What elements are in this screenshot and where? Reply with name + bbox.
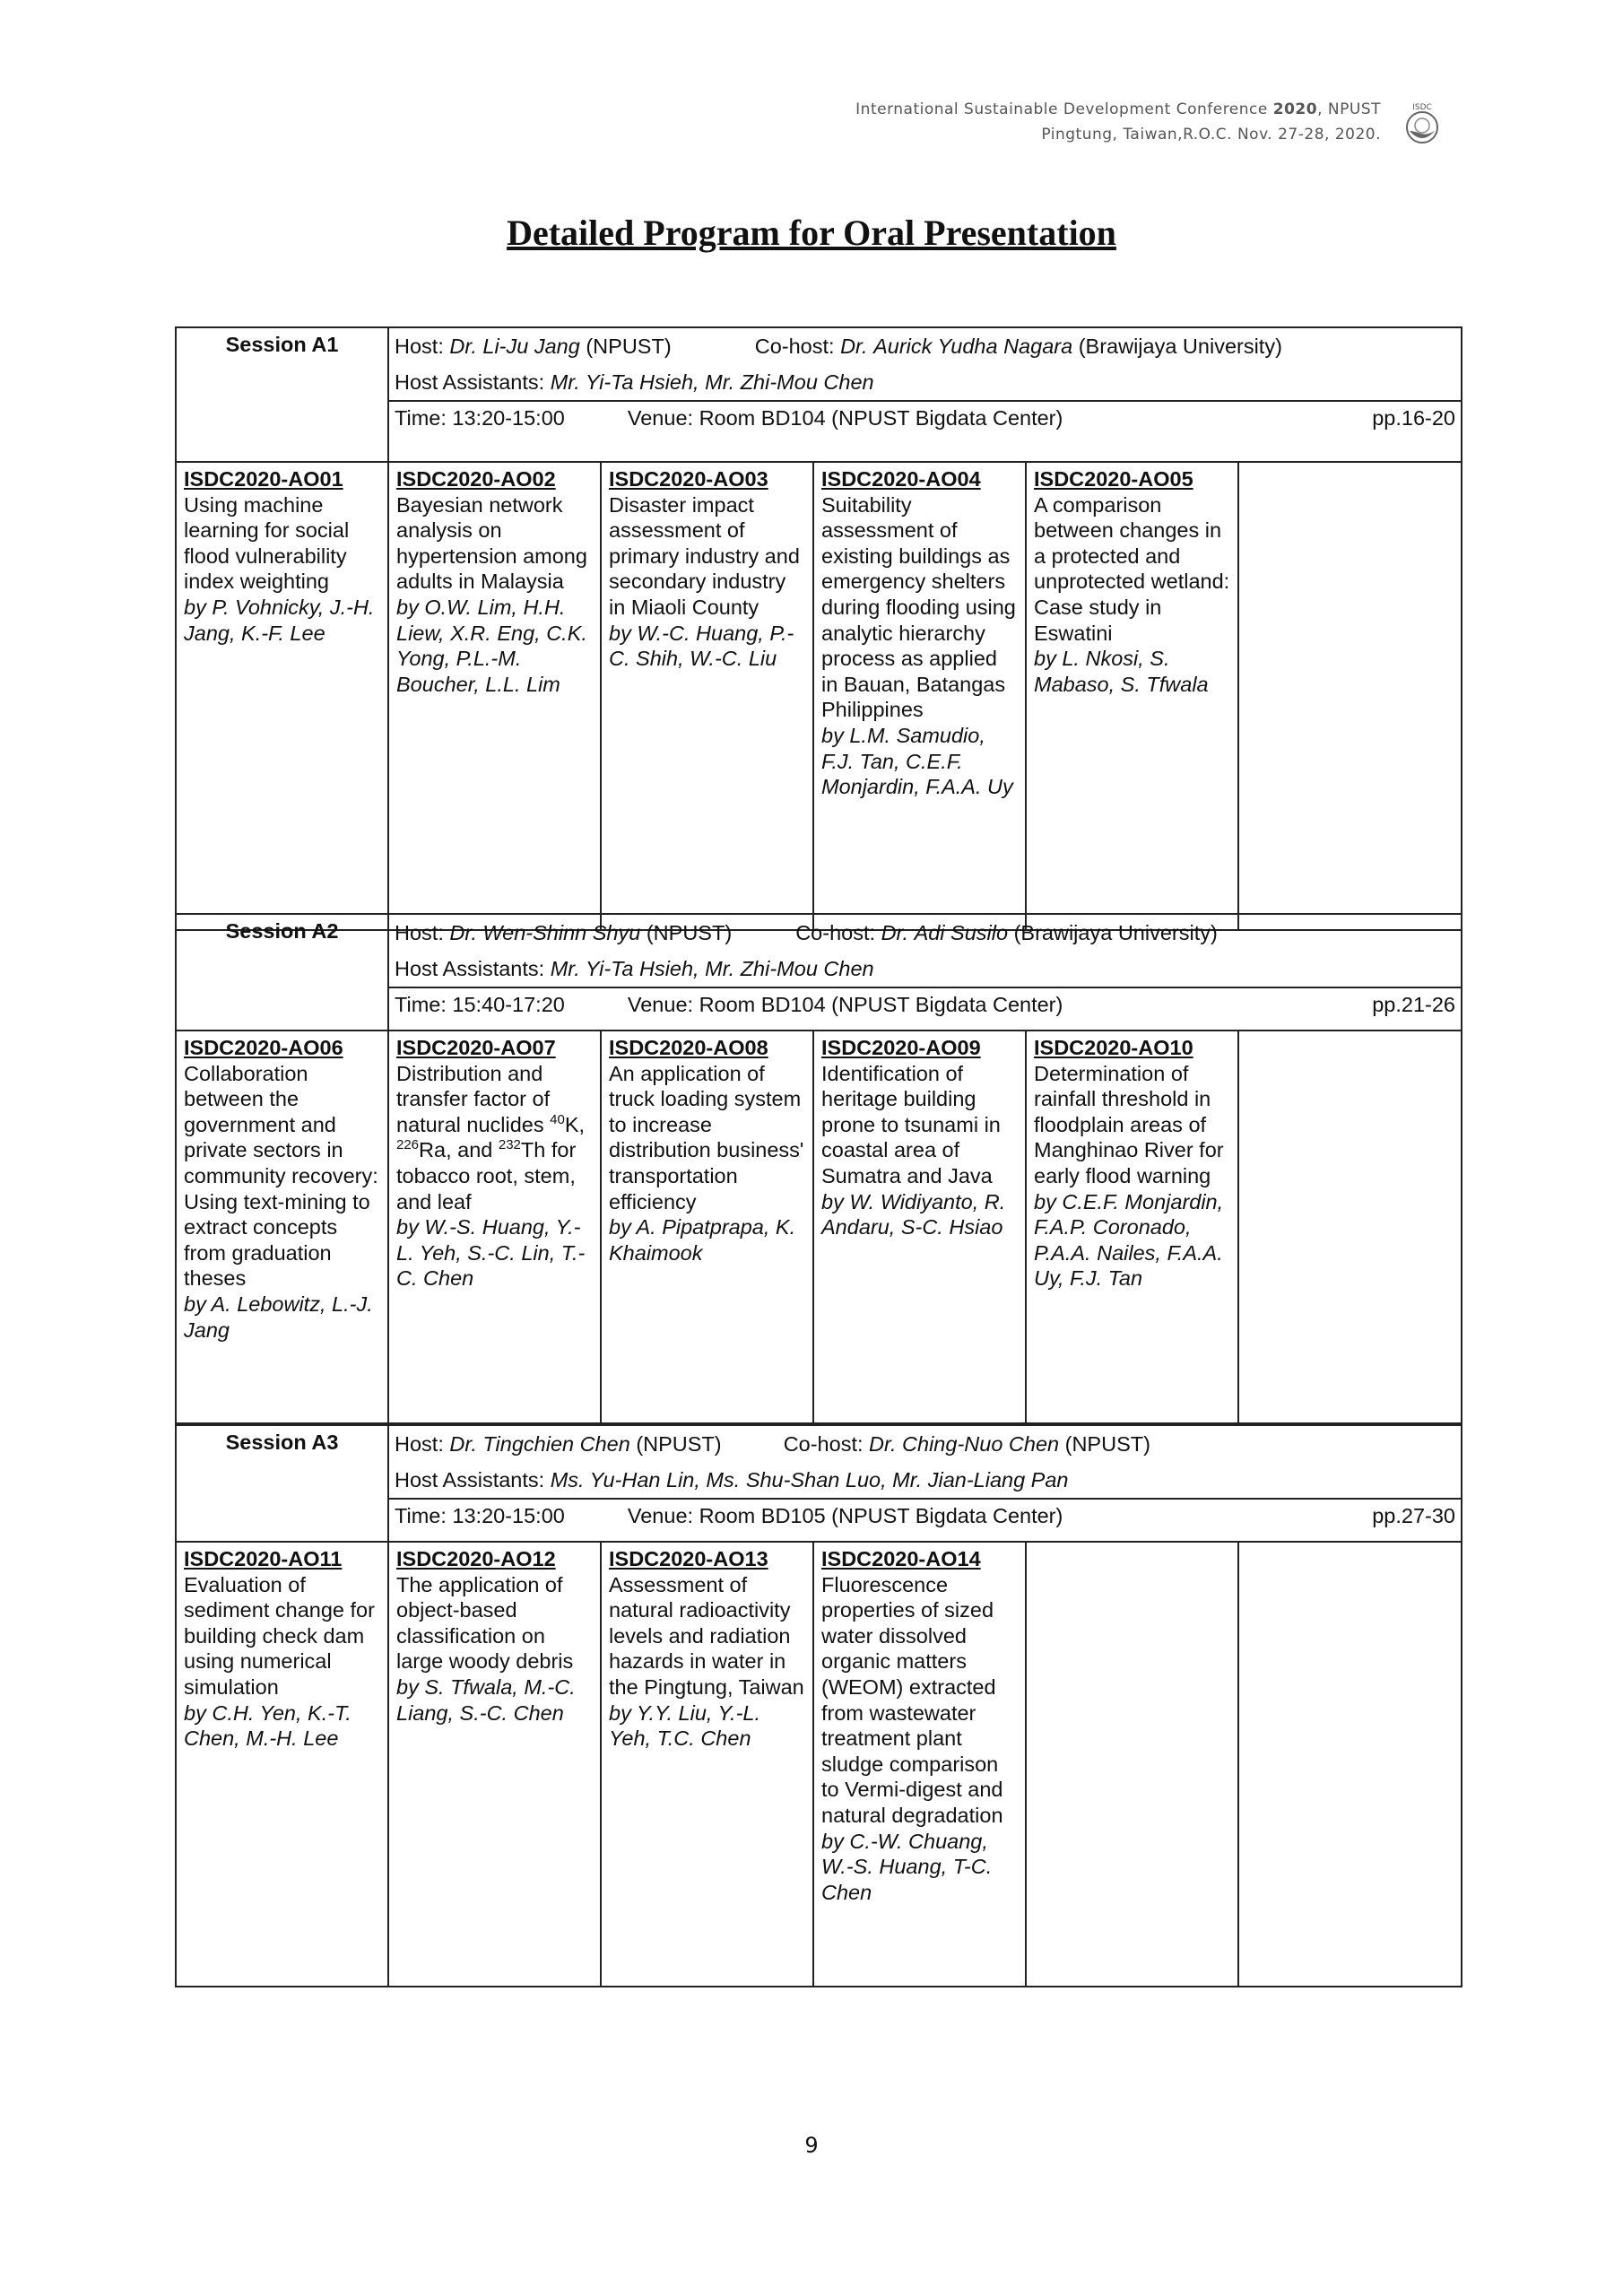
paper-title: A comparison between changes in a protected and unprotected wetland: Case study in Eswatini (1034, 492, 1230, 645)
paper-title: Bayesian network analysis on hypertension among adults in Malaysia (396, 492, 587, 594)
empty-cell (1238, 1031, 1462, 1423)
time-venue-line (389, 402, 1461, 434)
paper-cell (388, 1542, 601, 1987)
paper-title: Evaluation of sediment change for building check dam using numerical simulation (184, 1572, 375, 1699)
session-a3-table (175, 1424, 1462, 1987)
page-title: Detailed Program for Oral Presentation (507, 213, 1116, 253)
session-time: Time: 15:40-17:20 (395, 993, 565, 1016)
paper-title: Suitability assessment of existing buildings as emergency shelters during flooding using analytic hierarchy process as applied in Bauan, Batangas Philippines (821, 492, 1016, 722)
paper-id: ISDC2020-AO04 (821, 467, 981, 491)
svg-text:ISDC: ISDC (1412, 103, 1432, 112)
session-info (388, 1425, 1462, 1542)
paper-id: ISDC2020-AO14 (821, 1547, 981, 1570)
paper-cell (813, 1031, 1026, 1423)
assistants-line: Host Assistants: Mr. Yi-Ta Hsieh, Mr. Zhi-Mou Chen (389, 364, 1461, 402)
page-number: 9 (804, 2133, 819, 2158)
paper-cell (601, 1542, 813, 1987)
paper-authors: by W.-C. Huang, P.-C. Shih, W.-C. Liu (609, 621, 794, 671)
paper-authors: by C.-W. Chuang, W.-S. Huang, T-C. Chen (821, 1829, 993, 1904)
paper-id: ISDC2020-AO10 (1034, 1036, 1193, 1059)
paper-title: Identification of heritage building prone to tsunami in coastal area of Sumatra and Java (821, 1061, 1001, 1187)
paper-authors: by C.E.F. Monjardin, F.A.P. Coronado, P.A.A. Nailes, F.A.A. Uy, F.J. Tan (1034, 1189, 1224, 1291)
session-pages: pp.21-26 (1372, 993, 1456, 1016)
paper-id: ISDC2020-AO06 (184, 1036, 343, 1059)
paper-authors: by W. Widiyanto, R. Andaru, S-C. Hsiao (821, 1189, 1006, 1239)
paper-id: ISDC2020-AO09 (821, 1036, 981, 1059)
paper-title: Fluorescence properties of sized water dissolved organic matters (WEOM) extracted from wastewater treatment plant sludge comparison to Vermi-digest and natural degradation (821, 1572, 1003, 1827)
paper-cell (601, 1031, 813, 1423)
paper-authors: by L. Nkosi, S. Mabaso, S. Tfwala (1034, 647, 1209, 696)
time-venue-line (389, 988, 1461, 1021)
paper-title: Using machine learning for social flood vulnerability index weighting (184, 492, 350, 594)
session-name: Session A3 (176, 1425, 388, 1542)
paper-id: ISDC2020-AO08 (609, 1036, 768, 1059)
paper-title: Assessment of natural radioactivity levels and radiation hazards in water in the Pingtung, Taiwan (609, 1572, 804, 1699)
empty-cell (1238, 462, 1462, 930)
session-name: Session A2 (176, 914, 388, 1031)
isdc-logo-icon (1399, 100, 1445, 147)
assistants-line: Host Assistants: Mr. Yi-Ta Hsieh, Mr. Zhi-Mou Chen (389, 951, 1461, 988)
paper-authors: by A. Pipatprapa, K. Khaimook (609, 1215, 796, 1265)
session-time: Time: 13:20-15:00 (395, 1504, 565, 1527)
paper-authors: by W.-S. Huang, Y.-L. Yeh, S.-C. Lin, T.-C. Chen (396, 1215, 586, 1291)
session-info (388, 327, 1462, 462)
paper-id: ISDC2020-AO13 (609, 1547, 768, 1570)
assistants-line: Host Assistants: Ms. Yu-Han Lin, Ms. Shu-Shan Luo, Mr. Jian-Liang Pan (389, 1462, 1461, 1500)
empty-cell (1026, 1542, 1238, 1987)
paper-authors: by S. Tfwala, M.-C. Liang, S.-C. Chen (396, 1674, 576, 1725)
session-a2-table (175, 913, 1462, 1424)
paper-id: ISDC2020-AO11 (184, 1547, 343, 1570)
paper-authors: by O.W. Lim, H.H. Liew, X.R. Eng, C.K. Yong, P.L.-M. Boucher, L.L. Lim (396, 595, 587, 696)
paper-title: The application of object-based classification on large woody debris (396, 1572, 574, 1674)
paper-id: ISDC2020-AO07 (396, 1036, 556, 1059)
session-venue: Venue: Room BD104 (NPUST Bigdata Center) (627, 406, 1063, 430)
paper-cell (388, 1031, 601, 1423)
conference-line: International Sustainable Development Conference 2020, NPUST (855, 100, 1381, 118)
session-name: Session A1 (176, 327, 388, 462)
paper-title: Determination of rainfall threshold in floodplain areas of Manghinao River for early flood warning (1034, 1061, 1224, 1187)
paper-id: ISDC2020-AO03 (609, 467, 768, 491)
paper-title: Collaboration between the government and private sectors in community recovery: Using text-mining to extract concepts from graduation theses (184, 1061, 378, 1291)
paper-cell (176, 462, 388, 930)
paper-id: ISDC2020-AO05 (1034, 467, 1193, 491)
paper-cell (813, 1542, 1026, 1987)
paper-cell (601, 462, 813, 930)
paper-cell (1026, 1031, 1238, 1423)
paper-title: An application of truck loading system to increase distribution business' transportation efficiency (609, 1061, 804, 1213)
paper-cell (1026, 462, 1238, 930)
session-venue: Venue: Room BD104 (NPUST Bigdata Center) (627, 993, 1063, 1016)
paper-cell (388, 462, 601, 930)
paper-id: ISDC2020-AO02 (396, 467, 556, 491)
time-venue-line (389, 1500, 1461, 1532)
session-info (388, 914, 1462, 1031)
paper-authors: by Y.Y. Liu, Y.-L. Yeh, T.C. Chen (609, 1700, 761, 1751)
session-time: Time: 13:20-15:00 (395, 406, 565, 430)
host-line: Host: Dr. Wen-Shinn Shyu (NPUST) Co-host: Dr. Adi Susilo (Brawijaya University) (395, 921, 1218, 944)
paper-authors: by A. Lebowitz, L.-J. Jang (184, 1292, 373, 1342)
session-a1-table (175, 326, 1462, 931)
paper-authors: by L.M. Samudio, F.J. Tan, C.E.F. Monjardin, F.A.A. Uy (821, 723, 1013, 799)
session-venue: Venue: Room BD105 (NPUST Bigdata Center) (627, 1504, 1063, 1527)
empty-cell (1238, 1542, 1462, 1987)
paper-id: ISDC2020-AO01 (184, 467, 343, 491)
paper-title: Distribution and transfer factor of natural nuclides $^{40}$K, $^{226}$Ra, and $^{232}$Th for tobacco root, stem, and leaf (396, 1061, 586, 1213)
running-header (855, 97, 1381, 147)
conference-year: 2020 (1272, 100, 1318, 118)
session-pages: pp.16-20 (1372, 406, 1456, 430)
paper-cell (176, 1542, 388, 1987)
host-line: Host: Dr. Tingchien Chen (NPUST) Co-host: Dr. Ching-Nuo Chen (NPUST) (395, 1432, 1150, 1456)
paper-id: ISDC2020-AO12 (396, 1547, 556, 1570)
paper-title: Disaster impact assessment of primary industry and secondary industry in Miaoli County (609, 492, 800, 619)
paper-authors: by C.H. Yen, K.-T. Chen, M.-H. Lee (184, 1700, 352, 1751)
conference-location-date: Pingtung, Taiwan,R.O.C. Nov. 27-28, 2020. (1041, 126, 1381, 144)
paper-cell (813, 462, 1026, 930)
paper-authors: by P. Vohnicky, J.-H. Jang, K.-F. Lee (184, 595, 375, 645)
paper-cell (176, 1031, 388, 1423)
host-line: Host: Dr. Li-Ju Jang (NPUST) Co-host: Dr. Aurick Yudha Nagara (Brawijaya University) (395, 335, 1282, 358)
session-pages: pp.27-30 (1372, 1504, 1456, 1527)
